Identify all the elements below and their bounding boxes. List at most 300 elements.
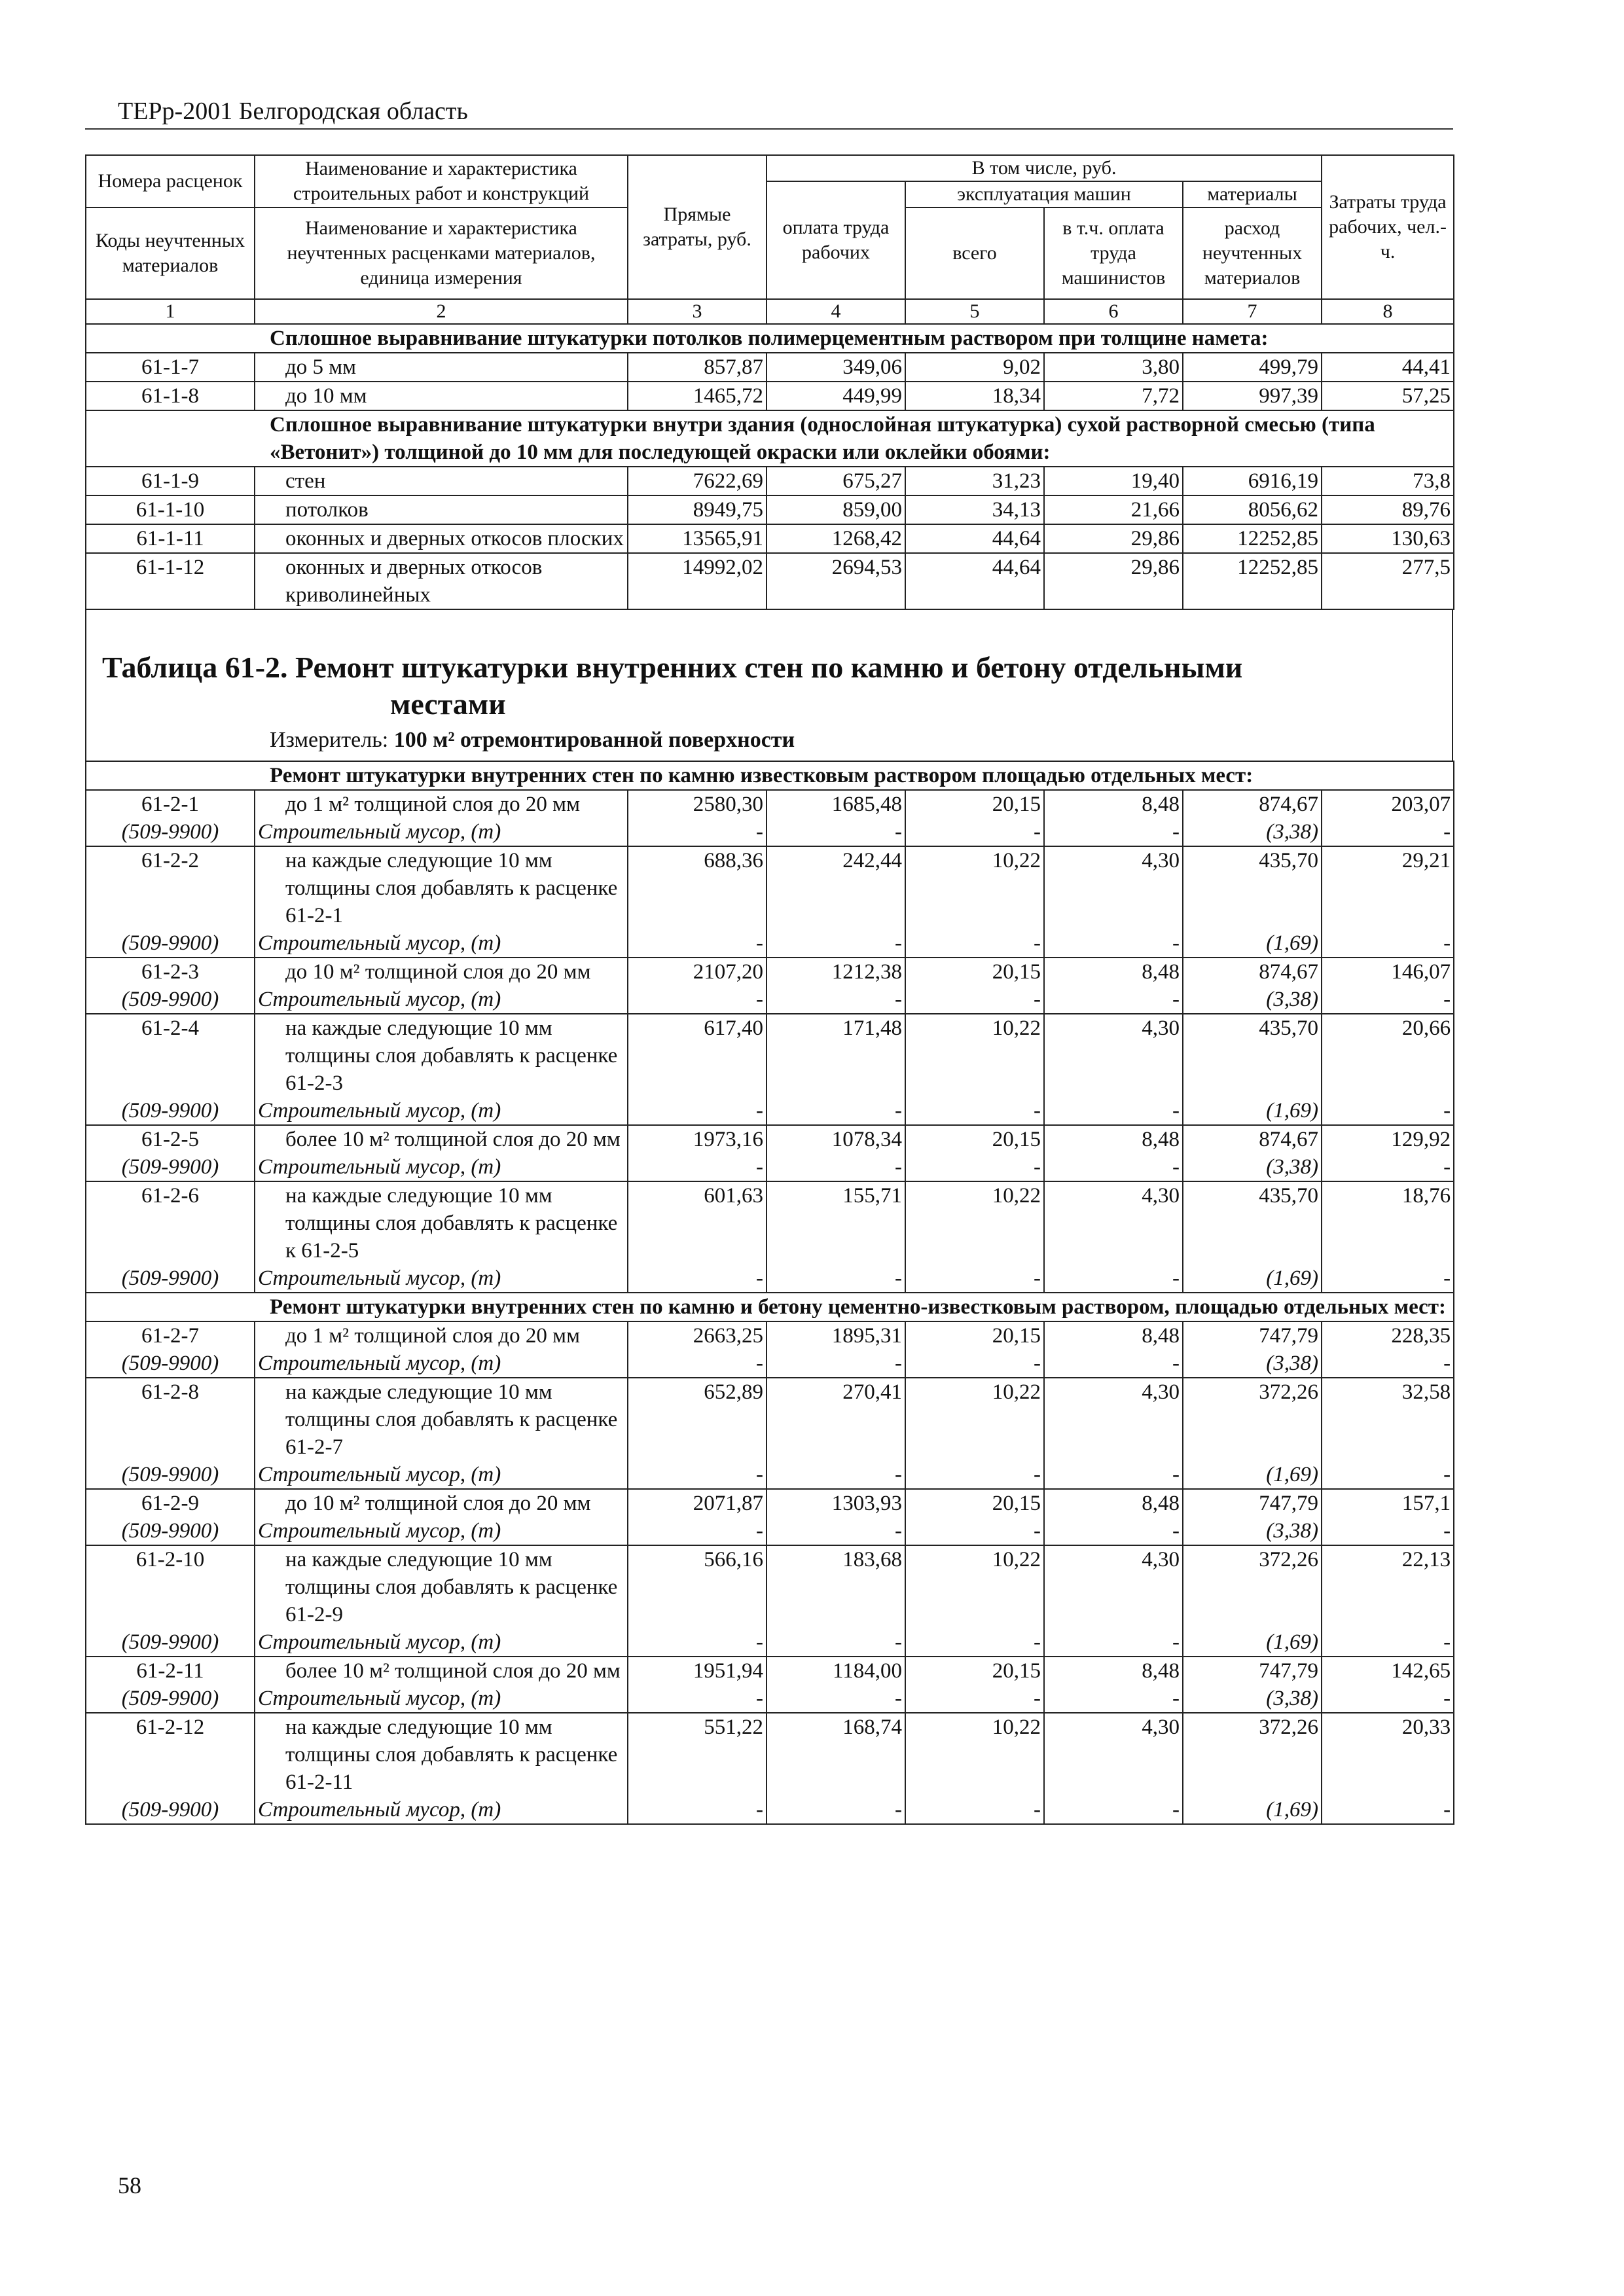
rate-value: 8056,62 xyxy=(1183,495,1322,524)
rate-value: 10,22 xyxy=(905,1014,1044,1097)
column-number: 2 xyxy=(255,299,628,324)
material-consumption: (3,38) xyxy=(1183,1685,1322,1713)
rate-name: на каждые следующие 10 мм толщины слоя добавлять к расценке 61-2-9 xyxy=(255,1545,628,1628)
material-name: Строительный мусор, (т) xyxy=(255,1628,628,1657)
rate-value: 1465,72 xyxy=(628,382,767,410)
material-name: Строительный мусор, (т) xyxy=(255,1517,628,1545)
rate-value: 10,22 xyxy=(905,1181,1044,1265)
material-dash: - xyxy=(905,929,1044,958)
rate-code: 61-2-6 xyxy=(86,1181,255,1265)
material-consumption: (1,69) xyxy=(1183,1265,1322,1293)
material-dash: - xyxy=(1044,1796,1183,1824)
table-title-line-2: местами xyxy=(390,687,506,721)
rate-value: 4,30 xyxy=(1044,1713,1183,1796)
table-title-line-1: Таблица 61-2. Ремонт штукатурки внутренних стен по камню и бетону отдельными xyxy=(102,651,1243,684)
rate-code: 61-2-10 xyxy=(86,1545,255,1628)
material-code: (509-9900) xyxy=(86,818,255,846)
rate-value: 12252,85 xyxy=(1183,524,1322,553)
material-dash: - xyxy=(1322,1796,1454,1824)
section-header-row xyxy=(86,324,1454,353)
material-consumption: (3,38) xyxy=(1183,1517,1322,1545)
material-code: (509-9900) xyxy=(86,1350,255,1378)
rate-value: 89,76 xyxy=(1322,495,1454,524)
material-consumption: (3,38) xyxy=(1183,986,1322,1014)
rate-value: 8,48 xyxy=(1044,1125,1183,1153)
material-dash: - xyxy=(628,1153,767,1181)
rate-value: 20,15 xyxy=(905,1321,1044,1350)
rate-code: 61-2-11 xyxy=(86,1657,255,1685)
material-dash: - xyxy=(905,1796,1044,1824)
rate-value: 4,30 xyxy=(1044,846,1183,929)
material-dash: - xyxy=(1044,1350,1183,1378)
rate-name: на каждые следующие 10 мм толщины слоя добавлять к расценке 61-2-7 xyxy=(255,1378,628,1461)
table-61-2-heading-block xyxy=(85,610,1453,761)
material-code: (509-9900) xyxy=(86,986,255,1014)
rate-row xyxy=(86,790,1454,818)
material-consumption: (1,69) xyxy=(1183,1628,1322,1657)
rate-value: 20,15 xyxy=(905,1657,1044,1685)
rate-value: 270,41 xyxy=(767,1378,905,1461)
material-row xyxy=(86,1461,1454,1489)
rate-value: 4,30 xyxy=(1044,1014,1183,1097)
rate-value: 10,22 xyxy=(905,846,1044,929)
rate-name: стен xyxy=(255,467,628,495)
rate-value: 372,26 xyxy=(1183,1713,1322,1796)
rate-value: 2107,20 xyxy=(628,958,767,986)
material-dash: - xyxy=(628,818,767,846)
rate-row xyxy=(86,1014,1454,1097)
rate-value: 10,22 xyxy=(905,1378,1044,1461)
rate-row xyxy=(86,1657,1454,1685)
rate-code: 61-1-10 xyxy=(86,495,255,524)
material-code: (509-9900) xyxy=(86,1153,255,1181)
column-number: 5 xyxy=(905,299,1044,324)
rate-code: 61-2-1 xyxy=(86,790,255,818)
material-name: Строительный мусор, (т) xyxy=(255,1796,628,1824)
column-number: 3 xyxy=(628,299,767,324)
material-dash: - xyxy=(767,1153,905,1181)
rate-value: 1303,93 xyxy=(767,1489,905,1517)
rate-value: 675,27 xyxy=(767,467,905,495)
section-header-row xyxy=(86,1293,1454,1321)
rate-value: 1685,48 xyxy=(767,790,905,818)
rate-value: 20,15 xyxy=(905,1125,1044,1153)
rate-value: 8,48 xyxy=(1044,790,1183,818)
rate-name: более 10 м² толщиной слоя до 20 мм xyxy=(255,1657,628,1685)
rate-name: до 5 мм xyxy=(255,353,628,382)
rate-value: 12252,85 xyxy=(1183,553,1322,609)
rate-value: 14992,02 xyxy=(628,553,767,609)
rate-name: на каждые следующие 10 мм толщины слоя добавлять к расценке 61-2-1 xyxy=(255,846,628,929)
rate-row xyxy=(86,1713,1454,1796)
material-dash: - xyxy=(767,818,905,846)
col-materials-header: материалы xyxy=(1183,181,1322,207)
rate-value: 8949,75 xyxy=(628,495,767,524)
rate-value: 2580,30 xyxy=(628,790,767,818)
rate-value: 20,15 xyxy=(905,958,1044,986)
rate-value: 874,67 xyxy=(1183,790,1322,818)
rate-name: на каждые следующие 10 мм толщины слоя добавлять к расценке 61-2-3 xyxy=(255,1014,628,1097)
material-dash: - xyxy=(1322,1517,1454,1545)
rate-row xyxy=(86,382,1454,410)
rate-value: 499,79 xyxy=(1183,353,1322,382)
material-row xyxy=(86,1153,1454,1181)
material-dash: - xyxy=(1322,818,1454,846)
material-dash: - xyxy=(1044,1265,1183,1293)
material-dash: - xyxy=(905,1628,1044,1657)
material-dash: - xyxy=(767,1265,905,1293)
rate-value: 29,86 xyxy=(1044,524,1183,553)
material-dash: - xyxy=(1322,986,1454,1014)
rate-value: 874,67 xyxy=(1183,958,1322,986)
rate-value: 435,70 xyxy=(1183,1014,1322,1097)
col-material-consumption-header: расход неучтенных материалов xyxy=(1183,207,1322,299)
rate-value: 183,68 xyxy=(767,1545,905,1628)
material-dash: - xyxy=(767,1628,905,1657)
rate-value: 20,15 xyxy=(905,1489,1044,1517)
material-dash: - xyxy=(1322,1097,1454,1125)
material-dash: - xyxy=(1044,929,1183,958)
rate-value: 29,86 xyxy=(1044,553,1183,609)
rate-value: 1268,42 xyxy=(767,524,905,553)
material-dash: - xyxy=(1322,1265,1454,1293)
material-dash: - xyxy=(1044,1517,1183,1545)
rate-value: 203,07 xyxy=(1322,790,1454,818)
section-header-row xyxy=(86,761,1454,790)
col-operator-pay-header: в т.ч. оплата труда машинистов xyxy=(1044,207,1183,299)
material-dash: - xyxy=(905,1517,1044,1545)
rate-value: 566,16 xyxy=(628,1545,767,1628)
document-header-title: ТЕРр-2001 Белгородская область xyxy=(118,98,468,125)
column-numbers-row xyxy=(86,299,1454,324)
material-dash: - xyxy=(628,1097,767,1125)
rate-value: 747,79 xyxy=(1183,1489,1322,1517)
material-dash: - xyxy=(905,1350,1044,1378)
material-row xyxy=(86,1628,1454,1657)
material-dash: - xyxy=(767,1517,905,1545)
rate-value: 4,30 xyxy=(1044,1378,1183,1461)
material-dash: - xyxy=(905,1153,1044,1181)
rate-value: 617,40 xyxy=(628,1014,767,1097)
rate-value: 8,48 xyxy=(1044,958,1183,986)
col-work-name-header: Наименование и характеристика строительных работ и конструкций xyxy=(255,155,628,207)
material-dash: - xyxy=(767,1685,905,1713)
rate-row xyxy=(86,1125,1454,1153)
rate-row xyxy=(86,353,1454,382)
material-dash: - xyxy=(628,1517,767,1545)
rate-value: 29,21 xyxy=(1322,846,1454,929)
material-name: Строительный мусор, (т) xyxy=(255,1265,628,1293)
rate-value: 171,48 xyxy=(767,1014,905,1097)
material-name: Строительный мусор, (т) xyxy=(255,1461,628,1489)
material-row xyxy=(86,1265,1454,1293)
material-code: (509-9900) xyxy=(86,1517,255,1545)
column-number: 7 xyxy=(1183,299,1322,324)
rate-value: 19,40 xyxy=(1044,467,1183,495)
rate-value: 146,07 xyxy=(1322,958,1454,986)
rate-code: 61-2-12 xyxy=(86,1713,255,1796)
rate-value: 435,70 xyxy=(1183,1181,1322,1265)
rate-value: 6916,19 xyxy=(1183,467,1322,495)
rate-value: 7,72 xyxy=(1044,382,1183,410)
material-dash: - xyxy=(767,929,905,958)
material-name: Строительный мусор, (т) xyxy=(255,929,628,958)
material-consumption: (3,38) xyxy=(1183,1350,1322,1378)
col-labor-costs-header: Затраты труда рабочих, чел.-ч. xyxy=(1322,155,1454,299)
col-direct-costs-header: Прямые затраты, руб. xyxy=(628,155,767,299)
rate-value: 57,25 xyxy=(1322,382,1454,410)
col-including-header: В том числе, руб. xyxy=(767,155,1322,181)
rate-value: 4,30 xyxy=(1044,1545,1183,1628)
rate-row xyxy=(86,1181,1454,1265)
measure-label: Измеритель: xyxy=(270,728,389,752)
material-dash: - xyxy=(628,1628,767,1657)
column-number: 1 xyxy=(86,299,255,324)
material-dash: - xyxy=(1044,1628,1183,1657)
material-consumption: (3,38) xyxy=(1183,1153,1322,1181)
rate-value: 20,66 xyxy=(1322,1014,1454,1097)
rate-row xyxy=(86,553,1454,609)
rate-value: 13565,91 xyxy=(628,524,767,553)
material-code: (509-9900) xyxy=(86,1097,255,1125)
material-dash: - xyxy=(767,1461,905,1489)
rate-value: 372,26 xyxy=(1183,1378,1322,1461)
rate-row xyxy=(86,958,1454,986)
material-name: Строительный мусор, (т) xyxy=(255,986,628,1014)
rate-value: 44,41 xyxy=(1322,353,1454,382)
col-material-name-header: Наименование и характеристика неучтенных расценками материалов, единица измерения xyxy=(255,207,628,299)
rate-value: 21,66 xyxy=(1044,495,1183,524)
section-title: Сплошное выравнивание штукатурки внутри здания (однослойная штукатурка) сухой растворной смесью (типа «Ветонит») толщиной до 10 мм для последующей окраски или оклейки обоями: xyxy=(86,410,1454,467)
material-code: (509-9900) xyxy=(86,929,255,958)
material-row xyxy=(86,818,1454,846)
material-name: Строительный мусор, (т) xyxy=(255,1097,628,1125)
rates-table-bottom xyxy=(85,761,1454,1825)
rate-value: 157,1 xyxy=(1322,1489,1454,1517)
rate-value: 155,71 xyxy=(767,1181,905,1265)
rate-row xyxy=(86,1489,1454,1517)
material-dash: - xyxy=(767,986,905,1014)
material-dash: - xyxy=(628,1685,767,1713)
rate-value: 349,06 xyxy=(767,353,905,382)
col-material-codes-header: Коды неучтенных материалов xyxy=(86,207,255,299)
rate-name: на каждые следующие 10 мм толщины слоя добавлять к расценке к 61-2-5 xyxy=(255,1181,628,1265)
rate-code: 61-1-9 xyxy=(86,467,255,495)
material-dash: - xyxy=(1044,1461,1183,1489)
rate-name: на каждые следующие 10 мм толщины слоя добавлять к расценке 61-2-11 xyxy=(255,1713,628,1796)
rate-value: 10,22 xyxy=(905,1713,1044,1796)
section-title: Ремонт штукатурки внутренних стен по камню известковым раствором площадью отдельных мест: xyxy=(86,761,1454,790)
rate-name: до 1 м² толщиной слоя до 20 мм xyxy=(255,790,628,818)
rate-code: 61-1-11 xyxy=(86,524,255,553)
rate-value: 3,80 xyxy=(1044,353,1183,382)
material-dash: - xyxy=(905,1461,1044,1489)
rate-name: оконных и дверных откосов криволинейных xyxy=(255,553,628,609)
rate-value: 8,48 xyxy=(1044,1657,1183,1685)
rate-value: 1951,94 xyxy=(628,1657,767,1685)
col-worker-pay-header: оплата труда рабочих xyxy=(767,181,905,299)
section-title: Ремонт штукатурки внутренних стен по камню и бетону цементно-известковым раствором, площадью отдельных мест: xyxy=(86,1293,1454,1321)
rate-value: 2663,25 xyxy=(628,1321,767,1350)
rate-value: 8,48 xyxy=(1044,1489,1183,1517)
section-title: Сплошное выравнивание штукатурки потолков полимерцементным раствором при толщине намета: xyxy=(86,324,1454,353)
material-dash: - xyxy=(1044,986,1183,1014)
rate-value: 449,99 xyxy=(767,382,905,410)
material-row xyxy=(86,1796,1454,1824)
material-dash: - xyxy=(905,818,1044,846)
material-dash: - xyxy=(905,1097,1044,1125)
material-dash: - xyxy=(1322,1628,1454,1657)
rate-value: 44,64 xyxy=(905,524,1044,553)
rate-value: 747,79 xyxy=(1183,1321,1322,1350)
column-number: 6 xyxy=(1044,299,1183,324)
material-dash: - xyxy=(1044,1153,1183,1181)
rate-value: 997,39 xyxy=(1183,382,1322,410)
rate-value: 601,63 xyxy=(628,1181,767,1265)
rate-value: 4,30 xyxy=(1044,1181,1183,1265)
rate-value: 168,74 xyxy=(767,1713,905,1796)
material-dash: - xyxy=(767,1097,905,1125)
rate-value: 9,02 xyxy=(905,353,1044,382)
material-code: (509-9900) xyxy=(86,1685,255,1713)
material-name: Строительный мусор, (т) xyxy=(255,1350,628,1378)
rate-row xyxy=(86,1545,1454,1628)
rate-value: 73,8 xyxy=(1322,467,1454,495)
material-dash: - xyxy=(628,929,767,958)
material-row xyxy=(86,1097,1454,1125)
material-dash: - xyxy=(1044,1097,1183,1125)
material-consumption: (1,69) xyxy=(1183,1796,1322,1824)
rate-value: 1184,00 xyxy=(767,1657,905,1685)
material-consumption: (1,69) xyxy=(1183,929,1322,958)
rate-code: 61-2-3 xyxy=(86,958,255,986)
material-dash: - xyxy=(628,1265,767,1293)
material-dash: - xyxy=(1322,1461,1454,1489)
rate-value: 31,23 xyxy=(905,467,1044,495)
rate-name: до 10 мм xyxy=(255,382,628,410)
rate-value: 857,87 xyxy=(628,353,767,382)
rate-name: до 1 м² толщиной слоя до 20 мм xyxy=(255,1321,628,1350)
material-row xyxy=(86,929,1454,958)
material-dash: - xyxy=(905,1265,1044,1293)
rate-value: 7622,69 xyxy=(628,467,767,495)
material-dash: - xyxy=(1322,929,1454,958)
rate-row xyxy=(86,495,1454,524)
rate-code: 61-2-5 xyxy=(86,1125,255,1153)
material-consumption: (1,69) xyxy=(1183,1097,1322,1125)
rate-value: 2071,87 xyxy=(628,1489,767,1517)
rate-code: 61-2-9 xyxy=(86,1489,255,1517)
rate-value: 10,22 xyxy=(905,1545,1044,1628)
rate-value: 372,26 xyxy=(1183,1545,1322,1628)
material-dash: - xyxy=(628,1796,767,1824)
rate-value: 277,5 xyxy=(1322,553,1454,609)
material-dash: - xyxy=(767,1350,905,1378)
material-dash: - xyxy=(1044,1685,1183,1713)
rate-name: оконных и дверных откосов плоских xyxy=(255,524,628,553)
rate-value: 20,33 xyxy=(1322,1713,1454,1796)
rate-value: 859,00 xyxy=(767,495,905,524)
material-row xyxy=(86,1350,1454,1378)
rate-value: 129,92 xyxy=(1322,1125,1454,1153)
col-machines-header: эксплуатация машин xyxy=(905,181,1183,207)
material-code: (509-9900) xyxy=(86,1628,255,1657)
rate-code: 61-2-2 xyxy=(86,846,255,929)
header-divider xyxy=(85,128,1453,130)
rate-value: 34,13 xyxy=(905,495,1044,524)
page-number: 58 xyxy=(118,2172,141,2198)
material-name: Строительный мусор, (т) xyxy=(255,818,628,846)
rate-value: 130,63 xyxy=(1322,524,1454,553)
rate-name: до 10 м² толщиной слоя до 20 мм xyxy=(255,1489,628,1517)
material-consumption: (1,69) xyxy=(1183,1461,1322,1489)
rate-value: 1973,16 xyxy=(628,1125,767,1153)
rate-value: 551,22 xyxy=(628,1713,767,1796)
material-name: Строительный мусор, (т) xyxy=(255,1685,628,1713)
column-number: 4 xyxy=(767,299,905,324)
rate-value: 652,89 xyxy=(628,1378,767,1461)
measure-value: 100 м² отремонтированной поверхности xyxy=(393,728,795,752)
material-dash: - xyxy=(1322,1685,1454,1713)
rate-value: 1212,38 xyxy=(767,958,905,986)
section-header-row xyxy=(86,410,1454,467)
material-dash: - xyxy=(628,1350,767,1378)
rate-code: 61-1-12 xyxy=(86,553,255,609)
material-dash: - xyxy=(1044,818,1183,846)
rate-code: 61-1-8 xyxy=(86,382,255,410)
rates-table-frame xyxy=(85,154,1453,1825)
rate-row xyxy=(86,467,1454,495)
rate-value: 20,15 xyxy=(905,790,1044,818)
material-dash: - xyxy=(905,1685,1044,1713)
rate-value: 22,13 xyxy=(1322,1545,1454,1628)
material-row xyxy=(86,986,1454,1014)
rate-row xyxy=(86,1378,1454,1461)
rate-value: 18,34 xyxy=(905,382,1044,410)
rate-value: 747,79 xyxy=(1183,1657,1322,1685)
rate-value: 688,36 xyxy=(628,846,767,929)
column-number: 8 xyxy=(1322,299,1454,324)
rate-value: 228,35 xyxy=(1322,1321,1454,1350)
material-code: (509-9900) xyxy=(86,1796,255,1824)
rate-row xyxy=(86,524,1454,553)
rate-value: 18,76 xyxy=(1322,1181,1454,1265)
rate-code: 61-1-7 xyxy=(86,353,255,382)
rates-table-top xyxy=(85,154,1454,610)
rate-value: 435,70 xyxy=(1183,846,1322,929)
measure-unit xyxy=(270,728,795,753)
table-61-2-title xyxy=(102,649,1346,723)
material-consumption: (3,38) xyxy=(1183,818,1322,846)
material-dash: - xyxy=(905,986,1044,1014)
col-rate-number-header: Номера расценок xyxy=(86,155,255,207)
rate-value: 32,58 xyxy=(1322,1378,1454,1461)
material-code: (509-9900) xyxy=(86,1461,255,1489)
rate-code: 61-2-4 xyxy=(86,1014,255,1097)
material-dash: - xyxy=(1322,1350,1454,1378)
rate-name: потолков xyxy=(255,495,628,524)
rate-value: 142,65 xyxy=(1322,1657,1454,1685)
rate-row xyxy=(86,1321,1454,1350)
material-row xyxy=(86,1517,1454,1545)
rate-value: 44,64 xyxy=(905,553,1044,609)
material-code: (509-9900) xyxy=(86,1265,255,1293)
rate-value: 874,67 xyxy=(1183,1125,1322,1153)
material-dash: - xyxy=(628,1461,767,1489)
material-dash: - xyxy=(1322,1153,1454,1181)
rate-value: 8,48 xyxy=(1044,1321,1183,1350)
rate-code: 61-2-7 xyxy=(86,1321,255,1350)
